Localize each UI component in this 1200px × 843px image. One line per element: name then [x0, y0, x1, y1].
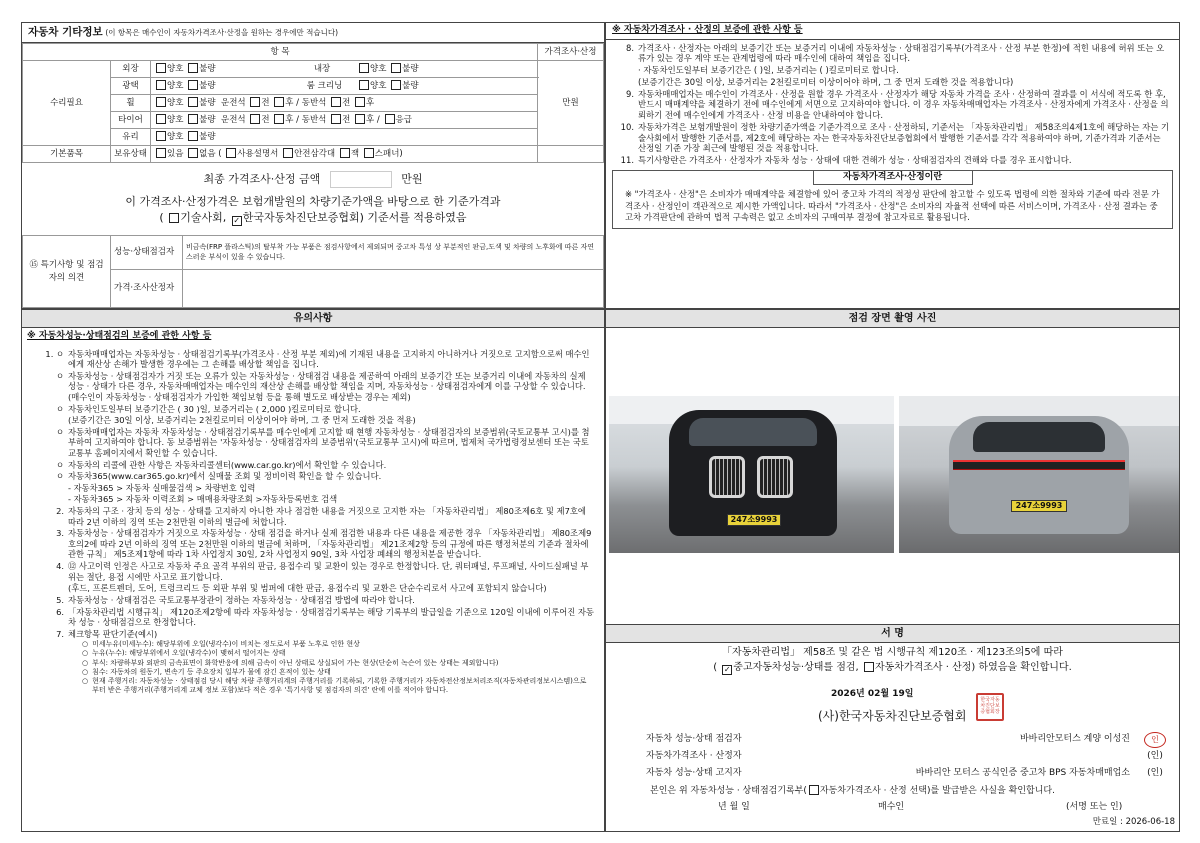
item-number [38, 483, 64, 494]
basis-tail: 기준서를 적용하였음 [367, 210, 467, 224]
wheel-p-front-checkbox[interactable] [331, 97, 341, 107]
item-number [616, 77, 634, 88]
item-number [38, 494, 64, 505]
caution-item [38, 483, 596, 494]
caution-header: 유의사항 [22, 310, 604, 328]
item-text: 자동차가격은 보험개발원이 정한 차량기준가액을 기준가격으로 조사 · 산정하되, 기준서는 「자동차관리법」 제58조의4제1호에 해당하는 자는 기술사회에서 발행한 기준서를, 제2호에 해당하는 자는 한국자동차진단보증협회에서 발행한 기준서를 각각 적용하여야 하며, 기준가격과 기준서는 산정일 기준 가장 최근에 발행된 것을 적용합니다. [638, 121, 1170, 154]
item-number: ㅇ [55, 370, 64, 381]
interior-label: 내장 [313, 64, 331, 75]
item-number: 7. [56, 628, 64, 639]
caution-item [38, 494, 596, 505]
bad-label: 불량 [199, 81, 216, 92]
signer-label: 자동차가격조사 · 산정자 [646, 750, 742, 761]
driver-seat-label: 운전석 [220, 98, 246, 109]
basis-tech: 기술사회 [180, 210, 223, 224]
have-label: 있음 [167, 149, 184, 160]
other-info-header [22, 23, 604, 43]
manual-label: 사용설명서 [237, 149, 279, 160]
caution-title: ※ 자동차성능·상태점검의 보증에 관한 사항 등 [27, 331, 212, 341]
price-note-item [616, 155, 1171, 166]
rear-label: 후 [366, 115, 375, 126]
final-price-label: 최종 가격조사·산정 금액 [203, 172, 321, 186]
bullet-icon: ○ [82, 676, 89, 685]
item-text: 자동차매매업자는 자동차성능 · 상태점검기록부(가격조사 · 산정 부분 제외)에 기재된 내용을 고지하지 아니하거나 거짓으로 고지함으로써 매수인에게 재산상 손해가 발생한 경우에는 그 손해를 배상할 책임을 집니다. [68, 348, 590, 370]
caution-item [38, 629, 596, 640]
item-text: (후드, 프론트펜더, 도어, 트렁크리드 등 외판 부위 및 범퍼에 대한 판금, 용접수리 및 교환은 단순수리로서 사고에 포함되지 않습니다) [68, 583, 547, 594]
price-note-item [616, 89, 1171, 121]
bad-label: 불량 [402, 64, 419, 75]
wheel-label: 휠 [111, 95, 151, 112]
item-text: - 자동차365 > 자동차 이력조회 > 매매용차량조회 >자동차등록번호 검색 [68, 494, 338, 505]
basis-tech-checkbox[interactable] [169, 213, 179, 223]
caution-item [38, 561, 596, 582]
ymd: 년 월 일 [718, 802, 750, 812]
caution-list [22, 347, 604, 640]
caution-item [38, 349, 596, 370]
wheel-bad-checkbox[interactable] [188, 97, 198, 107]
item-number: 4. [56, 561, 64, 572]
basis-text: 이 가격조사·산정가격은 보험개발원의 차량기준가액을 바탕으로 한 기준가격과 ( 기술사회, ✓ 한국자동차진단보증협회) 기준서를 적용하였음 [22, 194, 604, 226]
tire-emergency-checkbox[interactable] [385, 114, 395, 124]
item-number: 5. [56, 594, 64, 605]
criteria-text: 현재 주행거리: 자동차성능 · 상태점검 당시 해당 차량 주행거리계의 주행거리를 기록하되, 기록한 주행거리가 자동차전산정보처리조직(자동차관리정보시스템)으로부터 받은 주행거리(주행거리계 교체 정보 포함)보다 적은 경우 '특기사항 및 점검자의 의견' 란에 이를 적어야 합니다. [92, 676, 587, 694]
sign-rows [646, 731, 1166, 782]
price-notes-section [605, 22, 1180, 309]
confirm-a: 중고자동차성능·상태를 점검, [733, 661, 859, 673]
price-note-item [616, 122, 1171, 154]
criteria-text: 미세누유(미세누수): 해당부위에 오일(냉각수)이 비치는 정도로서 부품 노후로 인한 현상 [92, 640, 360, 649]
price-box-title: 자동차가격조사·산정이란 [813, 171, 973, 186]
final-price-row [22, 171, 604, 188]
bullet-icon: ○ [82, 649, 89, 658]
item-number: 1. ㅇ [45, 348, 64, 359]
price-box [612, 170, 1173, 229]
rear-label: 후 [285, 98, 294, 109]
item-number: 11. [620, 155, 634, 166]
final-unit: 만원 [401, 172, 423, 186]
bullet-icon: ○ [82, 640, 89, 649]
glass-label: 유리 [111, 129, 151, 146]
item-text: ⑫ 사고이력 인정은 사고로 자동차 주요 골격 부위의 판금, 용접수리 및 교환이 있는 경우로 한정합니다. 단, 쿼터패널, 루프패널, 사이드실패널 부위는 절단, 용접 시에만 사고로 표기합니다. [68, 561, 589, 582]
interior-good-checkbox[interactable] [359, 63, 369, 73]
item-number: 3. [56, 528, 64, 539]
price-box-text: ※ "가격조사 · 산정"은 소비자가 매매계약을 체결함에 있어 중고차 가격의 적정성 판단에 참고할 수 있도록 법령에 의한 절차와 기준에 따라 전문 가격조사 · 산정인이 객관적으로 제시한 가액입니다. 따라서 "가격조사 · 산정"은 소비자의 자율적 선택에 따른 서비스이며, 가격조사 · 산정 결과는 중고차 가격판단에 관하여 법적 구속력은 없고 소비자의 구매여부 결정에 참고자료로 활용됩니다. [625, 189, 1160, 223]
signer-value: 바바리안 모터스 공식인증 중고차 BPS 자동차매매업소 [915, 767, 1130, 778]
item-text: 자동차성능 · 상태점검자가 거짓 또는 오류가 있는 자동차성능 · 상태점검 내용을 제공하여 아래의 보증기간 또는 보증거리 이내에 자동차의 실제 성능 · 상태가 다른 경우, 자동차매매업자는 매수인의 재산상 손해를 배상할 책임을 지며, 자동차성능 · 상태점검자에게 이를 구상할 수 있습니다.(매수인이 자동차성능 · 상태점검자가 가입한 책임보험 등을 통해 별도로 배상받는 경우는 제외) [68, 370, 586, 402]
car-rear-window [973, 422, 1105, 452]
front-label: 전 [261, 98, 270, 109]
tire-label: 타이어 [111, 112, 151, 129]
wheel-p-rear-checkbox[interactable] [355, 97, 365, 107]
basis-kada-checkbox[interactable]: ✓ [233, 215, 241, 225]
room-bad-checkbox[interactable] [391, 80, 401, 90]
signer-mark: (인) [1147, 750, 1163, 761]
receipt-post: 자동차가격조사 · 산정 선택)를 발급받은 사실을 확인합니다. [819, 786, 1055, 796]
bad-label: 불량 [199, 98, 216, 109]
buyer-sign: (서명 또는 인) [1066, 802, 1123, 812]
item-number [616, 65, 634, 76]
wheel-good-checkbox[interactable] [156, 97, 166, 107]
other-info-section [21, 22, 605, 309]
item-number [38, 583, 64, 594]
caution-item [38, 595, 596, 606]
good-label: 양호 [167, 81, 184, 92]
item-text: 체크항목 판단기준(예시) [68, 628, 158, 639]
car-taillight [953, 460, 1125, 470]
front-car-photo [609, 396, 894, 553]
wheel-front-checkbox[interactable] [250, 97, 260, 107]
exterior-good-checkbox[interactable] [156, 63, 166, 73]
item-text: 자동차365(www.car365.go.kr)에서 실매물 조회 및 정비이력 확인을 할 수 있습니다. [68, 471, 382, 482]
tire-good-checkbox[interactable] [156, 114, 166, 124]
criteria-item [82, 668, 590, 677]
item-number: 2. [56, 506, 64, 517]
item-text: (보증기간은 30일 이상, 보증거리는 2천킬로미터 이상이어야 하며, 그 중 먼저 도래한 것을 적용) [68, 415, 416, 426]
rear-label: 후 [285, 115, 294, 126]
price-notes-list [606, 40, 1179, 166]
good-label: 양호 [369, 64, 387, 75]
tire-front-checkbox[interactable] [250, 114, 260, 124]
price-note-item [616, 43, 1171, 65]
bad-label: 불량 [402, 81, 419, 92]
bad-label: 불량 [199, 132, 216, 143]
item-text: 자동차매매업자는 매수인이 가격조사 · 산정을 원할 경우 가격조사 · 산정자가 해당 자동차 가격을 조사 · 산정하여 결과를 이 서식에 적도록 한 후, 반드시 매매계약을 체결하기 전에 매수인에게 서면으로 고지하여야 합니다. 이 경우 자동차매매업자는 가격조사 · 산정자에게 가격조사 · 산정을 의뢰하기 전에 매수인에게 가격조사 · 산정 비용을 안내하여야 합니다. [638, 88, 1169, 121]
price-unit: 만원 [538, 61, 604, 146]
col-item: 항 목 [23, 44, 538, 61]
driver-seat-label: 운전석 [220, 115, 246, 126]
jack-checkbox[interactable] [340, 148, 350, 158]
item-text: 자동차매매업자는 자동차 자동차성능 · 상태점검기록부를 매수인에게 고지할 때 현행 자동차성능 · 상태점검자의 보증범위(국토교통부 고시)를 첨부하여 고지하여야 합니다. 동 보증범위는 '자동차성능 · 상태점검자의 보증범위'(국토교통부 고시)에 따르며, 법제처 국가법령정보센터 또는 국토교통부 홈페이지에서 확인할 수 있습니다. [68, 426, 590, 458]
other-info-note: (이 항목은 매수인이 자동차가격조사·산정을 원하는 경우에만 적습니다) [105, 28, 339, 37]
caution-item [38, 506, 596, 527]
perf-inspector-label: 성능·상태점검자 [111, 236, 183, 270]
col-price: 가격조사·산정 [538, 44, 604, 61]
exterior-label: 외장 [111, 61, 151, 78]
signer-mark: 인 [1144, 732, 1166, 748]
front-label: 전 [342, 98, 351, 109]
caution-item [38, 471, 596, 482]
perf-opinion: 비금속(FRP 플라스틱)의 탈부착 가능 부품은 점검사항에서 제외되며 중고차 특성 상 부분적인 판금,도색 및 차량의 노후화에 따른 자연스러운 부식이 있을 수 있습니다. [183, 236, 604, 270]
item-number: ㅇ [55, 459, 64, 470]
bullet-icon: ○ [82, 667, 89, 676]
tire-p-rear-checkbox[interactable] [355, 114, 365, 124]
item-text: (보증기간은 30일 이상, 보증거리는 2천킬로미터 이상이어야 하며, 그 중 먼저 도래한 것을 적용합니다) [638, 76, 1014, 87]
car-grille-right [757, 456, 793, 498]
confirm-a-checkbox[interactable]: ✓ [723, 664, 731, 674]
org-seal: 한국자동차진단보증협회장 [976, 693, 1004, 721]
signer-value: 바바리안모터스 계양 이성진 [1019, 733, 1130, 744]
criteria-text: 부식: 차량하부와 외판의 금속표면이 화학반응에 의해 금속이 아닌 상태로 상실되어 가는 현상(단순히 녹슨어 있는 상태는 제외합니다) [92, 658, 499, 667]
front-label: 전 [342, 115, 351, 126]
item-number: ㅇ [55, 426, 64, 437]
jack-label: 잭 [350, 149, 360, 160]
expiry-date: 만료일 : 2026-06-18 [1092, 817, 1175, 828]
buyer-label: 매수인 [878, 802, 905, 812]
own-status-label: 보유상태 [111, 146, 151, 163]
have-checkbox[interactable] [156, 148, 166, 158]
confirm-line [606, 662, 1179, 675]
item-text: - 자동차365 > 자동차 실매물검색 > 차량번호 입력 [68, 482, 256, 493]
price-note-item [616, 77, 1171, 88]
signature-section [605, 624, 1180, 832]
price-notes-title: ※ 자동차가격조사 · 산정의 보증에 관한 사항 등 [606, 23, 1179, 40]
receipt-checkbox[interactable] [809, 785, 819, 795]
none-checkbox[interactable] [188, 148, 198, 158]
tire-rear-checkbox[interactable] [274, 114, 284, 124]
interior-bad-checkbox[interactable] [391, 63, 401, 73]
basis-kada: 한국자동차진단보증협회 [242, 210, 360, 224]
rear-label: 후 [366, 98, 375, 109]
glass-good-checkbox[interactable] [156, 131, 166, 141]
item-text: 자동차성능 · 상태점검자가 거짓으로 자동차성능 · 상태 점검을 하거나 실제 점검한 내용과 다른 내용을 제공한 경우 「자동차관리법」 제80조제9호의2에 따라 2년 이하의 징역 또는 2천만원 이하의 벌금에 처하며, 「자동차관리법」 제21조제2항 등의 규정에 따른 행정처분의 기준과 절차에 관한 규칙」 제5조제1항에 따라 1차 사업정지 30일, 2차 사업정지 90일, 3차 사업장 폐쇄의 행정처분을 받습니다. [68, 528, 592, 560]
caution-item [38, 404, 596, 415]
other-info-title: 자동차 기타정보 [28, 26, 103, 38]
caution-item [38, 607, 596, 628]
criteria-item [82, 649, 590, 658]
bullet-icon: ○ [82, 658, 89, 667]
item-number: ㅇ [55, 471, 64, 482]
tire-p-front-checkbox[interactable] [331, 114, 341, 124]
special-table [22, 235, 604, 308]
none-label: 없음 [199, 149, 216, 160]
confirm-b: 자동차가격조사 · 산정) 하였음을 확인합니다. [874, 661, 1072, 673]
item-text: 자동차의 구조 · 장치 등의 성능 · 상태를 고지하지 아니한 자나 점검한 내용을 거짓으로 고지한 자는 「자동차관리법」 제80조제6호 및 제7호에 따라 2년 이하의 징역 또는 2천만원 이하의 벌금에 처합니다. [68, 506, 586, 527]
law-line: 「자동차관리법」 제58조 및 같은 법 시행규칙 제120조 · 제123조의5에 따라 [722, 647, 1063, 658]
basis-line: 이 가격조사·산정가격은 보험개발원의 차량기준가액을 바탕으로 한 기준가격과 [125, 195, 501, 208]
criteria-item [82, 677, 590, 695]
final-price-input[interactable] [330, 171, 392, 188]
criteria-item [82, 659, 590, 668]
item-text: 자동차의 리콜에 관한 사항은 자동차리콜센터(www.car.go.kr)에서 확인할 수 있습니다. [68, 459, 387, 470]
front-label: 전 [261, 115, 270, 126]
sign-date: 2026년 02월 19일 [831, 689, 914, 699]
item-text: 특기사항란은 가격조사 · 산정자가 자동차 성능 · 상태에 대한 견해가 성능 · 상태점검자의 견해와 다를 경우 표시합니다. [638, 155, 1072, 166]
confirm-b-checkbox[interactable] [864, 662, 874, 672]
gloss-bad-checkbox[interactable] [188, 80, 198, 90]
caution-section [21, 309, 605, 832]
exterior-bad-checkbox[interactable] [188, 63, 198, 73]
good-label: 양호 [167, 64, 184, 75]
item-number: ㅇ [55, 403, 64, 414]
basic-label: 기본품목 [23, 146, 111, 163]
wheel-rear-checkbox[interactable] [274, 97, 284, 107]
caution-item [38, 460, 596, 471]
caution-item [38, 528, 596, 560]
signer-row [646, 731, 1166, 748]
signer-label: 자동차 성능·상태 점검자 [646, 733, 742, 744]
confirm-pre: ( [713, 661, 718, 673]
good-label: 양호 [167, 132, 184, 143]
rear-car-photo [899, 396, 1179, 553]
item-number: 10. [620, 121, 634, 132]
item-text: 「자동차관리법 시행규칙」 제120조제2항에 따라 자동차성능 · 상태점검기록부는 해당 기록부의 발급일을 기준으로 120일 이내에 이루어진 자동차 성능 · 상태점검으로 한정합니다. [68, 606, 594, 628]
manual-checkbox[interactable] [226, 148, 236, 158]
receipt-line [650, 785, 1055, 798]
gloss-label: 광택 [111, 78, 151, 95]
item-number [38, 415, 64, 426]
good-label: 양호 [369, 81, 387, 92]
triangle-checkbox[interactable] [283, 148, 293, 158]
bad-label: 불량 [199, 64, 216, 75]
photo-section [605, 309, 1180, 624]
rear-plate: 247소9993 [1011, 500, 1067, 512]
signer-mark: (인) [1147, 767, 1163, 778]
room-good-checkbox[interactable] [359, 80, 369, 90]
photo-header: 점검 장면 촬영 사진 [606, 310, 1179, 328]
item-text: 자동차성능 · 상태점검은 국토교통부장관이 정하는 자동차성능 · 상태점검 방법에 따라야 합니다. [68, 594, 415, 605]
passenger-label: / 동반석 [296, 98, 327, 109]
signer-label: 자동차 성능·상태 고지자 [646, 767, 742, 778]
item-text: · 자동차인도일부터 보증기간은 ( )일, 보증거리는 ( )킬로미터로 합니다. [638, 65, 899, 76]
signer-row [646, 765, 1166, 782]
car-windshield [689, 418, 817, 446]
price-inspector-label: 가격·조사산정자 [111, 270, 183, 308]
spanner-label: 스패너 [374, 149, 400, 160]
signature-header: 서 명 [606, 625, 1179, 643]
bad-label: 불량 [199, 115, 216, 126]
special-label: ⑮ 특기사항 및 점검자의 의견 [23, 236, 111, 308]
caution-item [38, 371, 596, 403]
item-number: 8. [626, 42, 634, 53]
emergency-label: 응급 [395, 115, 412, 126]
gloss-good-checkbox[interactable] [156, 80, 166, 90]
other-info-table: 항 목 가격조사·산정 수리필요 외장 양호 불량 내장 양호 불량 만원 광택 양호 불량 룸 크리닝 양호 불량 휠 양호 불량 운전석 전 후 / 동반석 전 후 타이어 양호 불량 운전석 전 후 / 동반석 전 후 / 응급 유리 양호 불량 기본품목 보유상태 있음 없음 ( 사용설명서 안전삼각대 잭 스패너) [22, 43, 604, 163]
caution-item [38, 415, 596, 426]
triangle-label: 안전삼각대 [294, 149, 336, 160]
good-label: 양호 [167, 98, 184, 109]
item-number: 9. [626, 88, 634, 99]
caution-item [38, 583, 596, 594]
caution-item [38, 427, 596, 459]
room-label: 룸 크리닝 [306, 81, 343, 92]
spanner-checkbox[interactable] [364, 148, 374, 158]
price-opinion [183, 270, 604, 308]
passenger-label: / 동반석 [296, 115, 327, 126]
repair-label: 수리필요 [23, 61, 111, 146]
item-text: 자동차인도일부터 보증기간은 ( 30 )일, 보증거리는 ( 2,000 )킬로미터로 합니다. [68, 403, 361, 414]
signer-row [646, 748, 1166, 765]
criteria-text: 침수: 자동차의 원동기, 변속기 등 주요장치 일부가 물에 잠긴 흔적이 있는 상태 [92, 667, 331, 676]
glass-bad-checkbox[interactable] [188, 131, 198, 141]
tire-bad-checkbox[interactable] [188, 114, 198, 124]
good-label: 양호 [167, 115, 184, 126]
price-note-item [616, 65, 1171, 76]
car-grille [709, 456, 745, 498]
criteria-list [22, 640, 604, 695]
org-name: (사)한국자동차진단보증협회 [818, 709, 967, 723]
item-number: 6. [56, 606, 64, 617]
receipt-pre: 본인은 위 자동차성능 · 상태점검기록부( [650, 786, 807, 796]
criteria-text: 누유(누수): 해당부위에서 오일(냉각수)이 맺혀서 떨어지는 상태 [92, 649, 286, 658]
front-plate: 247소9993 [727, 514, 781, 526]
item-text: 가격조사 · 산정자는 아래의 보증기간 또는 보증거리 이내에 자동차성능 · 상태점검기록부(가격조사 · 산정 부분 한정)에 적힌 내용에 허위 또는 오류가 있는 경우 계약 또는 관계법령에 따라 매수인에 대하여 책임을 집니다. [638, 42, 1165, 64]
